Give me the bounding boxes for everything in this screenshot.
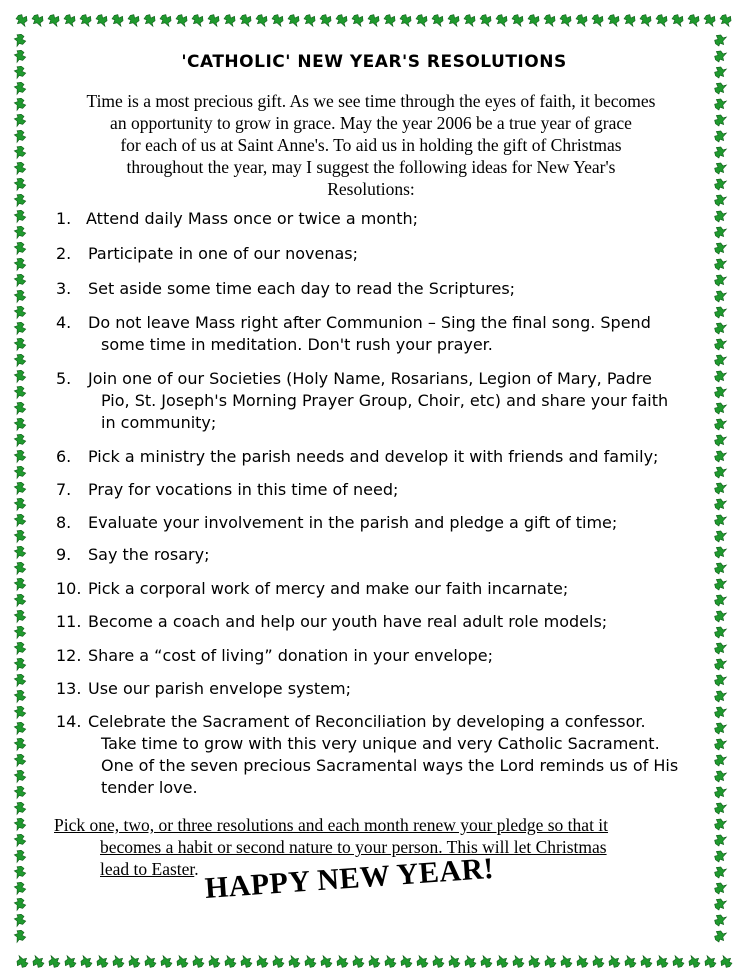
item-text (56, 711, 696, 799)
item-line: tender love. (101, 778, 198, 797)
holly-leaf-icon (655, 13, 669, 26)
resolution-item (56, 544, 696, 566)
holly-leaf-icon (13, 289, 26, 303)
holly-leaf-icon (13, 689, 26, 703)
holly-leaf-icon (512, 956, 526, 969)
holly-leaf-icon (447, 13, 461, 26)
holly-leaf-icon (713, 626, 726, 640)
holly-leaf-icon (713, 818, 726, 832)
holly-leaf-icon (127, 13, 141, 26)
holly-leaf-icon (13, 305, 26, 319)
closing-line: becomes a habit or second nature to your person. This will let Christmas (100, 837, 607, 857)
holly-leaf-icon (543, 13, 557, 26)
intro-line: for each of us at Saint Anne's. To aid us in holding the gift of Christmas (120, 135, 622, 155)
holly-leaf-icon (713, 770, 726, 784)
happy-new-year-banner: HAPPY NEW YEAR! (203, 851, 496, 905)
holly-leaf-icon (13, 369, 26, 383)
holly-leaf-icon (13, 657, 26, 671)
resolution-item (56, 278, 696, 300)
holly-leaf-icon (15, 13, 29, 26)
holly-leaf-icon (713, 498, 726, 512)
holly-leaf-icon (13, 497, 26, 511)
holly-leaf-icon (713, 898, 726, 912)
resolution-item (56, 479, 696, 501)
resolution-item (56, 446, 696, 468)
item-number: 5. (56, 369, 72, 388)
holly-leaf-icon (47, 13, 61, 26)
holly-leaf-icon (13, 113, 26, 127)
holly-leaf-icon (335, 13, 349, 26)
holly-leaf-icon (713, 146, 726, 160)
item-line: Join one of our Societies (Holy Name, Rosarians, Legion of Mary, Padre (88, 369, 652, 388)
holly-leaf-icon (208, 956, 222, 969)
item-number: 4. (56, 313, 72, 332)
holly-leaf-icon (13, 481, 26, 495)
holly-leaf-icon (713, 386, 726, 400)
holly-leaf-icon (13, 177, 26, 191)
intro-line: throughout the year, may I suggest the following ideas for New Year's (126, 157, 616, 177)
resolution-item (56, 578, 696, 600)
holly-leaf-icon (591, 13, 605, 26)
intro-line: Time is a most precious gift. As we see time through the eyes of faith, it becomes (86, 91, 656, 111)
holly-leaf-icon (368, 956, 382, 969)
item-text: Use our parish envelope system; (88, 679, 351, 698)
intro-line: an opportunity to grow in grace. May the year 2006 be a true year of grace (110, 113, 632, 133)
holly-leaf-icon (399, 13, 413, 26)
holly-leaf-icon (13, 385, 26, 399)
holly-leaf-icon (416, 956, 430, 969)
item-text: Say the rosary; (88, 545, 210, 564)
holly-leaf-icon (713, 210, 726, 224)
holly-leaf-icon (111, 13, 125, 26)
holly-leaf-icon (351, 13, 365, 26)
holly-leaf-icon (713, 546, 726, 560)
holly-leaf-icon (713, 914, 726, 928)
holly-leaf-icon (13, 609, 26, 623)
holly-leaf-icon (624, 956, 638, 969)
holly-leaf-icon (713, 178, 726, 192)
holly-leaf-icon (720, 956, 734, 969)
holly-leaf-icon (713, 722, 726, 736)
holly-leaf-icon (713, 242, 726, 256)
holly-leaf-icon (304, 956, 318, 969)
item-number: 7. (56, 480, 72, 499)
closing-line: Pick one, two, or three resolutions and each month renew your pledge so that it (54, 815, 609, 835)
holly-leaf-icon (608, 956, 622, 969)
holly-leaf-icon (713, 754, 726, 768)
holly-leaf-icon (687, 13, 701, 26)
holly-leaf-icon (464, 956, 478, 969)
holly-leaf-icon (544, 956, 558, 969)
item-text: Share a “cost of living” donation in your envelope; (88, 646, 493, 665)
holly-leaf-icon (713, 402, 726, 416)
resolution-item (56, 645, 696, 667)
holly-leaf-icon (207, 13, 221, 26)
holly-leaf-icon (64, 956, 78, 969)
holly-leaf-icon (63, 13, 77, 26)
holly-leaf-icon (713, 194, 726, 208)
holly-leaf-icon (16, 956, 30, 969)
item-line: some time in meditation. Don't rush your prayer. (101, 335, 493, 354)
holly-leaf-icon (415, 13, 429, 26)
holly-leaf-icon (13, 353, 26, 367)
item-text: Pick a ministry the parish needs and develop it with friends and family; (88, 447, 659, 466)
holly-leaf-icon (13, 577, 26, 591)
holly-leaf-icon (13, 801, 26, 815)
item-text: Pray for vocations in this time of need; (88, 480, 399, 499)
holly-leaf-icon (480, 956, 494, 969)
holly-leaf-icon (713, 450, 726, 464)
holly-leaf-icon (13, 465, 26, 479)
holly-leaf-icon (13, 129, 26, 143)
holly-leaf-icon (112, 956, 126, 969)
holly-leaf-icon (95, 13, 109, 26)
holly-leaf-icon (256, 956, 270, 969)
item-number: 14. (56, 712, 82, 731)
resolution-item (56, 208, 696, 230)
holly-leaf-icon (640, 956, 654, 969)
holly-leaf-icon (607, 13, 621, 26)
holly-leaf-icon (713, 322, 726, 336)
holly-leaf-icon (656, 956, 670, 969)
holly-leaf-icon (495, 13, 509, 26)
holly-leaf-icon (713, 834, 726, 848)
holly-leaf-icon (479, 13, 493, 26)
holly-leaf-icon (96, 956, 110, 969)
item-number: 10. (56, 579, 82, 598)
holly-leaf-icon (496, 956, 510, 969)
resolution-item (56, 512, 696, 534)
holly-leaf-icon (224, 956, 238, 969)
holly-leaf-icon (713, 82, 726, 96)
holly-leaf-icon (13, 193, 26, 207)
holly-leaf-icon (511, 13, 525, 26)
holly-leaf-icon (191, 13, 205, 26)
holly-leaf-icon (713, 610, 726, 624)
holly-leaf-icon (319, 13, 333, 26)
holly-leaf-icon (13, 913, 26, 927)
holly-leaf-icon (79, 13, 93, 26)
holly-leaf-icon (713, 882, 726, 896)
holly-leaf-icon (576, 956, 590, 969)
holly-leaf-icon (713, 370, 726, 384)
holly-leaf-icon (713, 658, 726, 672)
holly-leaf-icon (13, 433, 26, 447)
holly-leaf-icon (32, 956, 46, 969)
item-text: Attend daily Mass once or twice a month; (86, 209, 419, 228)
resolution-item (56, 678, 696, 700)
holly-leaf-icon (13, 785, 26, 799)
item-text (56, 312, 696, 356)
holly-leaf-icon (13, 833, 26, 847)
resolution-item (56, 611, 696, 633)
item-line: One of the seven precious Sacramental ways the Lord reminds us of His (101, 756, 679, 775)
holly-leaf-icon (13, 593, 26, 607)
holly-leaf-icon (48, 956, 62, 969)
holly-leaf-icon (367, 13, 381, 26)
holly-leaf-icon (672, 956, 686, 969)
item-number: 12. (56, 646, 82, 665)
holly-leaf-icon (688, 956, 702, 969)
page-title: 'CATHOLIC' NEW YEAR'S RESOLUTIONS (181, 52, 567, 72)
holly-leaf-icon (432, 956, 446, 969)
holly-leaf-icon (13, 417, 26, 431)
holly-leaf-icon (560, 956, 574, 969)
holly-leaf-icon (80, 956, 94, 969)
holly-leaf-icon (13, 81, 26, 95)
holly-leaf-icon (13, 513, 26, 527)
holly-leaf-icon (623, 13, 637, 26)
holly-leaf-icon (713, 34, 726, 48)
holly-leaf-icon (713, 274, 726, 288)
holly-leaf-icon (639, 13, 653, 26)
holly-leaf-icon (713, 306, 726, 320)
holly-leaf-icon (13, 545, 26, 559)
holly-leaf-icon (223, 13, 237, 26)
holly-leaf-icon (13, 97, 26, 111)
holly-leaf-icon (713, 130, 726, 144)
holly-leaf-icon (713, 290, 726, 304)
holly-leaf-icon (13, 737, 26, 751)
intro-paragraph (46, 90, 696, 200)
holly-leaf-icon (175, 13, 189, 26)
holly-leaf-icon (713, 338, 726, 352)
holly-leaf-icon (13, 209, 26, 223)
holly-leaf-icon (713, 642, 726, 656)
holly-leaf-icon (272, 956, 286, 969)
holly-leaf-icon (160, 956, 174, 969)
holly-leaf-icon (528, 956, 542, 969)
resolution-item (56, 243, 696, 265)
item-line: in community; (101, 413, 217, 432)
intro-line: Resolutions: (327, 179, 415, 199)
item-line: Do not leave Mass right after Communion – Sing the final song. Spend (88, 313, 651, 332)
item-number: 8. (56, 513, 72, 532)
item-line: Pio, St. Joseph's Morning Prayer Group, Choir, etc) and share your faith (101, 391, 669, 410)
holly-leaf-icon (144, 956, 158, 969)
holly-leaf-icon (13, 817, 26, 831)
holly-leaf-icon (575, 13, 589, 26)
holly-leaf-icon (431, 13, 445, 26)
holly-leaf-icon (320, 956, 334, 969)
holly-leaf-icon (13, 257, 26, 271)
holly-leaf-icon (13, 145, 26, 159)
holly-leaf-icon (352, 956, 366, 969)
holly-leaf-icon (713, 514, 726, 528)
holly-leaf-icon (176, 956, 190, 969)
holly-leaf-icon (13, 721, 26, 735)
holly-leaf-icon (288, 956, 302, 969)
item-text: Participate in one of our novenas; (88, 244, 358, 263)
holly-leaf-icon (13, 769, 26, 783)
holly-leaf-icon (384, 956, 398, 969)
holly-leaf-icon (13, 897, 26, 911)
holly-leaf-icon (713, 162, 726, 176)
holly-leaf-icon (713, 418, 726, 432)
holly-leaf-icon (713, 802, 726, 816)
holly-leaf-icon (527, 13, 541, 26)
holly-leaf-icon (13, 865, 26, 879)
holly-leaf-icon (13, 641, 26, 655)
holly-leaf-icon (13, 33, 26, 47)
holly-leaf-icon (13, 849, 26, 863)
holly-leaf-icon (463, 13, 477, 26)
closing-line: lead to Easter (100, 859, 195, 879)
holly-leaf-icon (713, 594, 726, 608)
holly-leaf-icon (13, 929, 26, 943)
holly-leaf-icon (671, 13, 685, 26)
holly-leaf-icon (703, 13, 717, 26)
holly-leaf-icon (239, 13, 253, 26)
item-number: 2. (56, 244, 72, 263)
holly-leaf-icon (719, 13, 733, 26)
holly-leaf-icon (13, 529, 26, 543)
holly-leaf-icon (13, 225, 26, 239)
holly-leaf-icon (159, 13, 173, 26)
holly-leaf-icon (13, 673, 26, 687)
holly-leaf-icon (13, 273, 26, 287)
holly-leaf-icon (713, 98, 726, 112)
holly-leaf-icon (448, 956, 462, 969)
holly-leaf-icon (713, 530, 726, 544)
resolution-item (56, 312, 696, 356)
holly-leaf-icon (713, 482, 726, 496)
holly-leaf-icon (713, 674, 726, 688)
holly-leaf-icon (592, 956, 606, 969)
holly-leaf-icon (713, 866, 726, 880)
holly-leaf-icon (287, 13, 301, 26)
holly-leaf-icon (13, 753, 26, 767)
holly-leaf-icon (713, 258, 726, 272)
holly-leaf-icon (713, 466, 726, 480)
holly-leaf-icon (713, 114, 726, 128)
resolution-item (56, 368, 696, 434)
holly-leaf-icon (13, 561, 26, 575)
holly-leaf-icon (704, 956, 718, 969)
holly-leaf-icon (13, 161, 26, 175)
holly-leaf-icon (336, 956, 350, 969)
item-text: Evaluate your involvement in the parish and pledge a gift of time; (88, 513, 618, 532)
holly-leaf-icon (271, 13, 285, 26)
holly-leaf-icon (713, 706, 726, 720)
holly-leaf-icon (713, 354, 726, 368)
holly-leaf-icon (713, 850, 726, 864)
holly-leaf-icon (713, 930, 726, 944)
holly-leaf-icon (713, 434, 726, 448)
holly-leaf-icon (143, 13, 157, 26)
item-text: Set aside some time each day to read the Scriptures; (88, 279, 516, 298)
item-text (56, 368, 696, 434)
holly-leaf-icon (303, 13, 317, 26)
holly-leaf-icon (713, 738, 726, 752)
holly-leaf-icon (128, 956, 142, 969)
holly-leaf-icon (13, 401, 26, 415)
holly-leaf-icon (13, 449, 26, 463)
holly-leaf-icon (13, 337, 26, 351)
holly-leaf-icon (13, 321, 26, 335)
holly-leaf-icon (713, 690, 726, 704)
item-line: Celebrate the Sacrament of Reconciliation by developing a confessor. (88, 712, 646, 731)
closing-period: . (194, 859, 199, 879)
holly-leaf-icon (240, 956, 254, 969)
holly-leaf-icon (713, 786, 726, 800)
item-number: 9. (56, 545, 72, 564)
item-number: 11. (56, 612, 82, 631)
item-number: 6. (56, 447, 72, 466)
holly-leaf-icon (13, 881, 26, 895)
holly-leaf-icon (13, 241, 26, 255)
item-text: Pick a corporal work of mercy and make our faith incarnate; (88, 579, 569, 598)
item-text: Become a coach and help our youth have real adult role models; (88, 612, 608, 631)
item-line: Take time to grow with this very unique and very Catholic Sacrament. (101, 734, 660, 753)
holly-leaf-icon (383, 13, 397, 26)
holly-leaf-icon (713, 578, 726, 592)
holly-leaf-icon (255, 13, 269, 26)
holly-leaf-icon (559, 13, 573, 26)
item-number: 13. (56, 679, 82, 698)
item-number: 3. (56, 279, 72, 298)
holly-leaf-icon (13, 705, 26, 719)
item-number: 1. (56, 209, 72, 228)
holly-leaf-icon (713, 226, 726, 240)
holly-leaf-icon (13, 625, 26, 639)
holly-leaf-icon (31, 13, 45, 26)
holly-leaf-icon (192, 956, 206, 969)
holly-leaf-icon (713, 562, 726, 576)
resolution-item (56, 711, 696, 799)
holly-leaf-icon (400, 956, 414, 969)
